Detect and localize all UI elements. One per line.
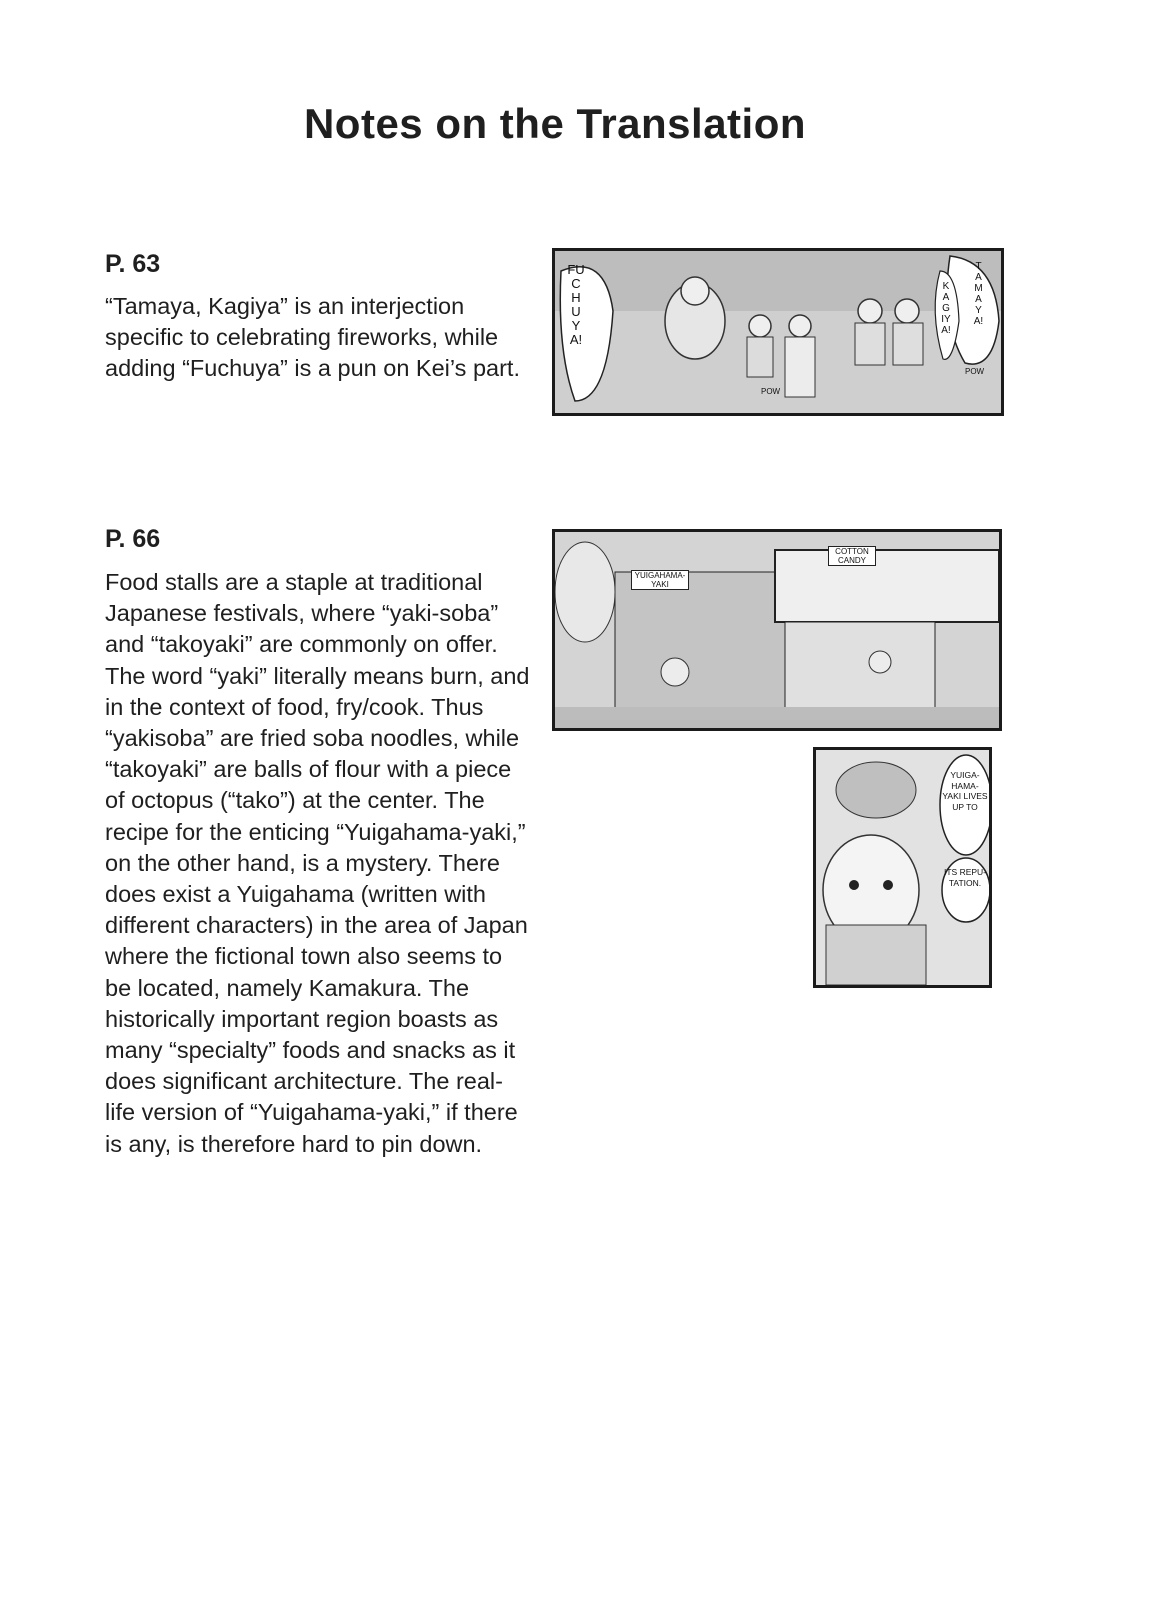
speech-bubble-lives-up: YUIGA-HAMA-YAKI LIVES UP TO — [942, 770, 988, 812]
section-text-p66-body: Food stalls are a staple at traditional Japanese festivals, where “yaki-soba” and “takoyaki” are commonly on offer. The word “yaki” literally means burn, and in the context of food, fry/cook. Thus “yakisoba” are fried soba noodles, while “takoyaki” are balls of flour with a piece of octopus (“tako”) at the center. The recipe for the enticing “Yuigahama-yaki,” on the other hand, is a mystery. There does exist a Yuigahama (written with different characters) in the area of Japan where the fictional town also seems to be located, namely Kamakura. The historically important region boasts as many “specialty” foods and snacks as it does significant architecture. The real-life version of “Yuigahama-yaki,” if there is any, is therefore hard to pin down. — [105, 569, 530, 1157]
speech-bubble-fuchuya: FUCHUYA! — [567, 262, 585, 347]
sound-effect-pow-left: POW — [761, 387, 781, 396]
manga-panel-girl-eating — [813, 747, 992, 988]
text-wrap-spacer — [530, 567, 795, 1135]
speech-bubble-tamaya: TAMAYA! — [973, 261, 984, 327]
speech-bubble-kagiya: KAGIYA! — [941, 281, 951, 336]
section-heading-p63: P. 63 — [105, 250, 161, 278]
stall-sign-yuigahama-yaki: YUIGAHAMA-YAKI — [631, 570, 689, 590]
speech-bubble-reputation: ITS REPU-TATION. — [943, 867, 987, 888]
manga-panel-fireworks — [552, 248, 1004, 416]
page-title: Notes on the Translation — [303, 100, 807, 147]
sound-effect-pow-right: POW — [965, 367, 985, 376]
section-heading-p66: P. 66 — [105, 525, 161, 553]
section-text-p63: “Tamaya, Kagiya” is an interjection specific to celebrating fireworks, while adding “Fuchuya” is a pun on Kei’s part. — [105, 293, 520, 382]
stall-sign-cotton-candy: COTTON CANDY — [828, 546, 876, 566]
section-text-p66 — [105, 567, 795, 1160]
